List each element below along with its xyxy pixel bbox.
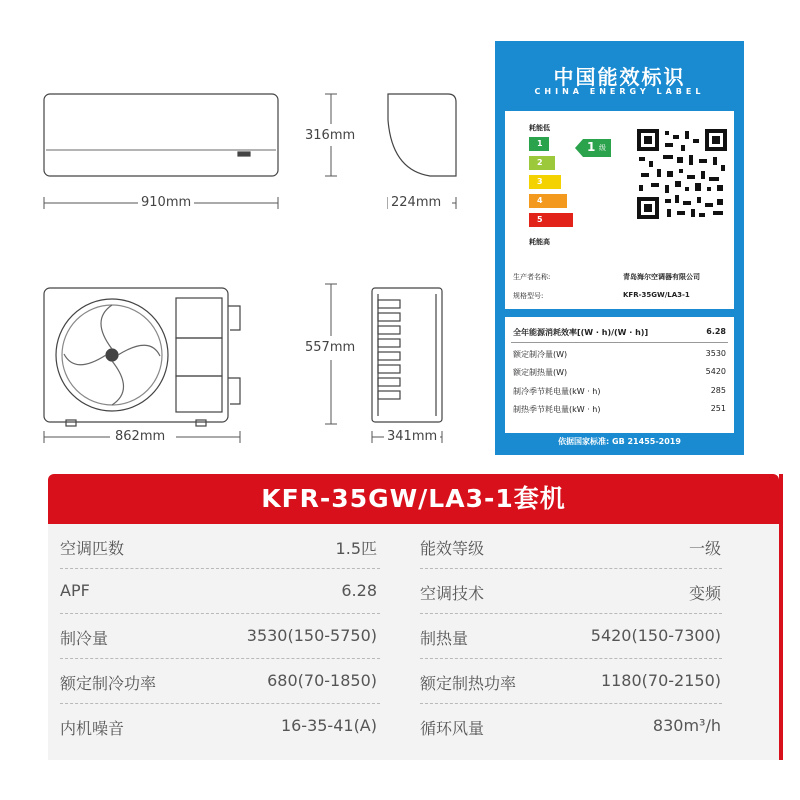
model-value: KFR-35GW/LA3-1: [623, 291, 690, 299]
spec-row: [48, 524, 779, 569]
grade-badge: [575, 139, 609, 157]
spec-row: [48, 704, 779, 749]
spec-row: [48, 614, 779, 659]
grade-bar-4: 4: [529, 194, 567, 208]
metric-label: 额定制热量(W): [513, 368, 568, 377]
spec-value: 5420(150-7300): [590, 626, 721, 645]
spec-row: [48, 569, 779, 614]
indoor-depth-label: 224mm: [388, 195, 444, 210]
spec-value: 1.5匹: [335, 539, 377, 558]
qr-code-icon: [637, 129, 727, 219]
spec-table: [48, 524, 779, 760]
outdoor-height-label: 557mm: [302, 340, 358, 355]
spec-label: 额定制热功率: [420, 674, 517, 693]
spec-row: [48, 659, 779, 704]
outdoor-width-label: 862mm: [112, 429, 168, 444]
energy-label-grade-panel: [505, 111, 734, 309]
apf-row: [513, 327, 726, 338]
spec-value: 1180(70-2150): [600, 671, 721, 690]
metric-label: 额定制冷量(W): [513, 350, 568, 359]
spec-value: 6.28: [341, 581, 377, 600]
spec-red-edge: [779, 474, 783, 760]
spec-label: 额定制冷功率: [60, 674, 157, 693]
low-consumption-label: 耗能低: [529, 124, 550, 132]
indoor-width-label: 910mm: [138, 195, 194, 210]
metrics-divider: [511, 342, 728, 343]
grade-bar-2: 2: [529, 156, 555, 170]
energy-label-standard: 依据国家标准: GB 21455-2019: [558, 437, 681, 446]
metric-row: [513, 386, 726, 397]
spec-value: 830m³/h: [652, 716, 721, 735]
spec-label: 制热量: [420, 629, 469, 648]
model-label: 规格型号:: [513, 292, 544, 300]
energy-label-subtitle: CHINA ENERGY LABEL: [534, 87, 705, 96]
apf-label: 全年能源消耗效率[(W · h)/(W · h)]: [513, 328, 649, 337]
energy-label-metrics-panel: [505, 317, 734, 433]
spec-value: 3530(150-5750): [246, 626, 377, 645]
spec-value: 16-35-41(A): [280, 716, 377, 735]
spec-label: 空调技术: [420, 584, 485, 603]
manufacturer-value: 青岛海尔空调器有限公司: [623, 273, 700, 281]
energy-label-title: 中国能效标识: [553, 65, 686, 89]
metric-row: [513, 404, 726, 415]
high-consumption-label: 耗能高: [529, 238, 550, 246]
spec-label: 制冷量: [60, 629, 109, 648]
outdoor-unit-side: [372, 288, 442, 422]
spec-value: 一级: [688, 539, 721, 558]
spec-label: APF: [60, 581, 90, 600]
grade-badge-number: 1: [587, 140, 596, 154]
metric-value: 3530: [705, 349, 726, 358]
grade-bar-5: 5: [529, 213, 573, 227]
outdoor-depth-label: 341mm: [384, 429, 440, 444]
spec-label: 空调匹数: [60, 539, 125, 558]
spec-table-header: [48, 474, 779, 524]
china-energy-label: [495, 41, 744, 455]
indoor-height-label: 316mm: [302, 128, 358, 143]
metric-row: [513, 349, 726, 360]
indoor-unit-side: [388, 94, 456, 176]
indoor-unit-front: [44, 94, 278, 176]
grade-badge-suffix: 级: [599, 144, 606, 152]
spec-label: 内机噪音: [60, 719, 125, 738]
spec-value: 变频: [688, 584, 721, 603]
grade-bar-3: 3: [529, 175, 561, 189]
metric-label: 制冷季节耗电量(kW · h): [513, 387, 601, 396]
spec-title: KFR-35GW/LA3-1套机: [261, 484, 566, 513]
metric-label: 制热季节耗电量(kW · h): [513, 405, 601, 414]
spec-value: 680(70-1850): [267, 671, 377, 690]
grade-bar-1: 1: [529, 137, 549, 151]
outdoor-unit-front: [44, 288, 240, 426]
metric-value: 285: [710, 386, 726, 395]
metric-row: [513, 367, 726, 378]
metric-value: 5420: [705, 367, 726, 376]
spec-label: 能效等级: [420, 539, 485, 558]
dimension-drawings: [0, 0, 480, 460]
manufacturer-label: 生产者名称:: [513, 273, 551, 281]
apf-value: 6.28: [706, 327, 726, 336]
metric-value: 251: [710, 404, 726, 413]
spec-label: 循环风量: [420, 719, 485, 738]
